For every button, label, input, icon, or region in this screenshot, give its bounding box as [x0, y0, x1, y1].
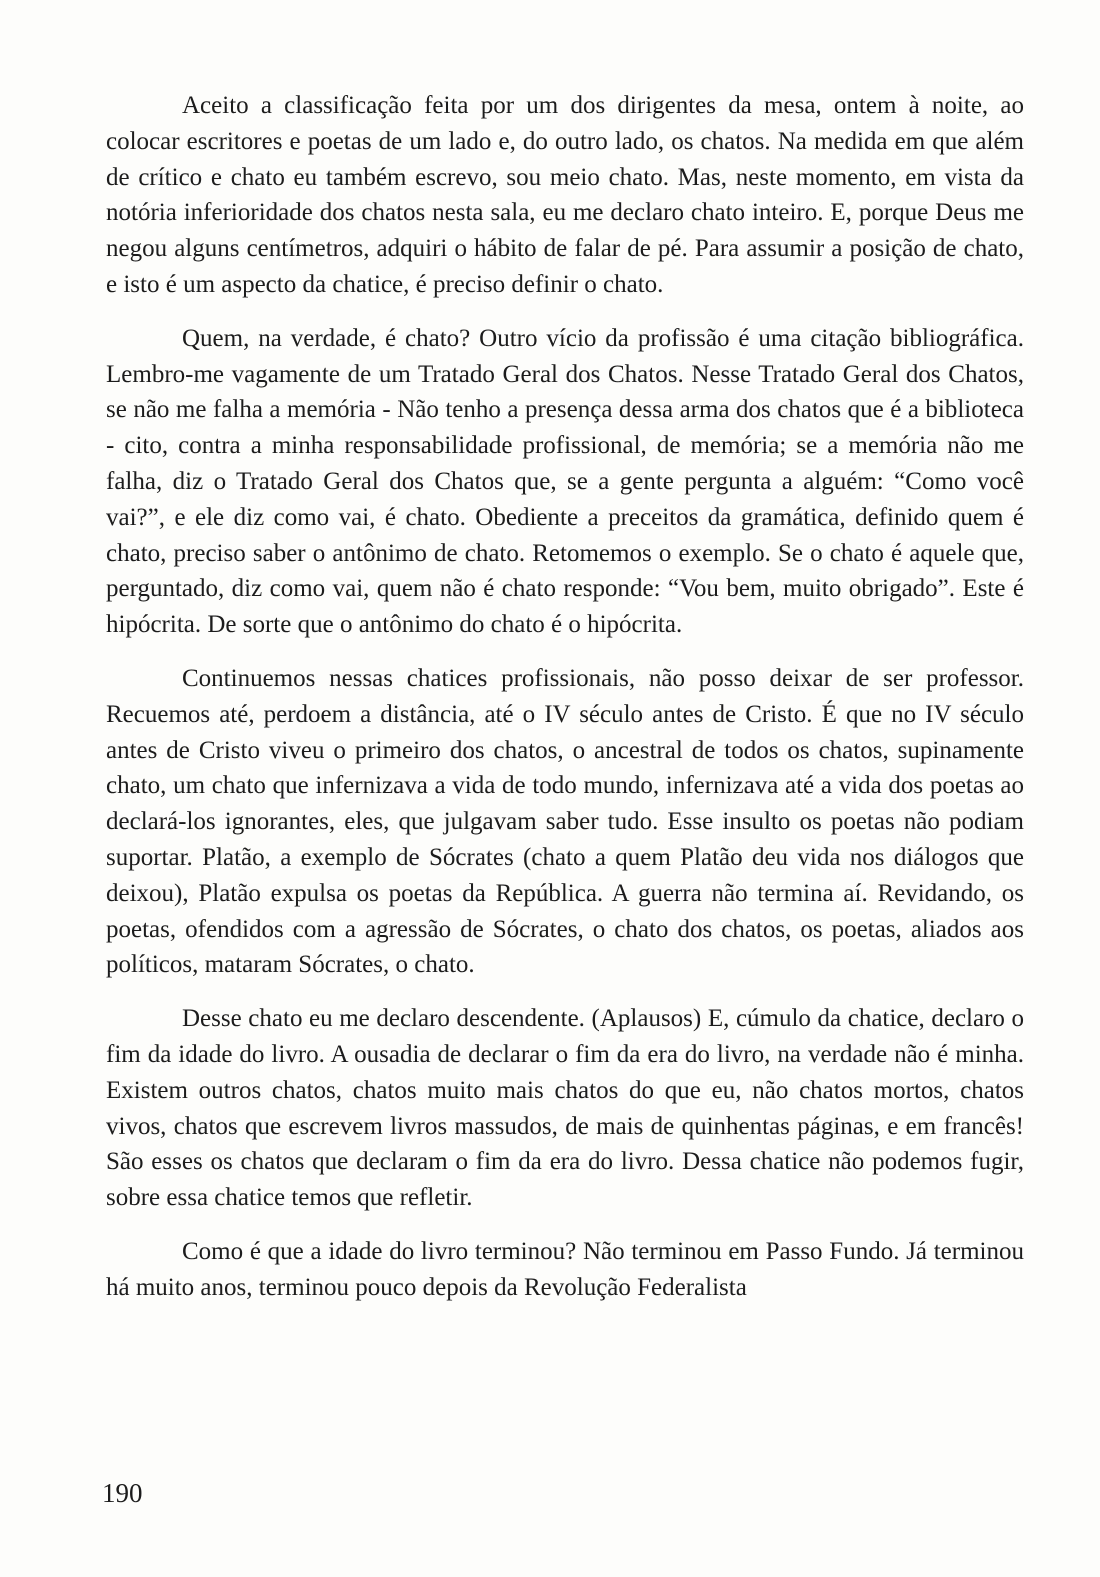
- page-number: 190: [102, 1478, 143, 1508]
- paragraph-4: Desse chato eu me declaro descendente. (Aplausos) E, cúmulo da chatice, declaro o fim da idade do livro. A ousadia de declarar o fim da era do livro, na verdade não é minha. Existem outros chatos, chatos muito mais chatos do que eu, não chatos mortos, chatos vivos, chatos que escrevem livros massudos, de mais de quinhentas páginas, e em francês! São esses os chatos que declaram o fim da era do livro. Dessa chatice não podemos fugir, sobre essa chatice temos que refletir.: [106, 1005, 1024, 1212]
- body-text: [106, 88, 1024, 1324]
- paragraph-5: Como é que a idade do livro terminou? Não terminou em Passo Fundo. Já terminou há muito anos, terminou pouco depois da Revolução Federalista: [106, 1237, 1024, 1301]
- paragraph-2: Quem, na verdade, é chato? Outro vício da profissão é uma citação bibliográfica. Lembro-me vagamente de um Tratado Geral dos Chatos. Nesse Tratado Geral dos Chatos, se não me falha a memória - Não tenho a presença dessa arma dos chatos que é a biblioteca - cito, contra a minha responsabilidade profissional, de memória; se a memória não me falha, diz o Tratado Geral dos Chatos que, se a gente pergunta a alguém: “Como você vai?”, e ele diz como vai, é chato. Obediente a preceitos da gramática, definido quem é chato, preciso saber o antônimo de chato. Retomemos o exemplo. Se o chato é aquele que, perguntado, diz como vai, quem não é chato responde: “Vou bem, muito obrigado”. Este é hipócrita. De sorte que o antônimo do chato é o hipócrita.: [106, 324, 1024, 639]
- paragraph-1: Aceito a classificação feita por um dos dirigentes da mesa, ontem à noite, ao colocar escritores e poetas de um lado e, do outro lado, os chatos. Na medida em que além de crítico e chato eu também escrevo, sou meio chato. Mas, neste momento, em vista da notória inferioridade dos chatos nesta sala, eu me declaro chato inteiro. E, porque Deus me negou alguns centímetros, adquiri o hábito de falar de pé. Para assumir a posição de chato, e isto é um aspecto da chatice, é preciso definir o chato.: [106, 92, 1024, 298]
- paragraph-3: Continuemos nessas chatices profissionais, não posso deixar de ser professor. Recuemos até, perdoem a distância, até o IV século antes de Cristo. É que no IV século antes de Cristo viveu o primeiro dos chatos, o ancestral de todos os chatos, supinamente chato, um chato que infernizava a vida de todo mundo, infernizava até a vida dos poetas ao declará-los ignorantes, eles, que julgavam saber tudo. Esse insulto os poetas não podiam suportar. Platão, a exemplo de Sócrates (chato a quem Platão deu vida nos diálogos que deixou), Platão expulsa os poetas da República. A guerra não termina aí. Revidando, os poetas, ofendidos com a agressão de Sócrates, o chato dos chatos, os poetas, aliados aos políticos, mataram Sócrates, o chato.: [106, 664, 1024, 979]
